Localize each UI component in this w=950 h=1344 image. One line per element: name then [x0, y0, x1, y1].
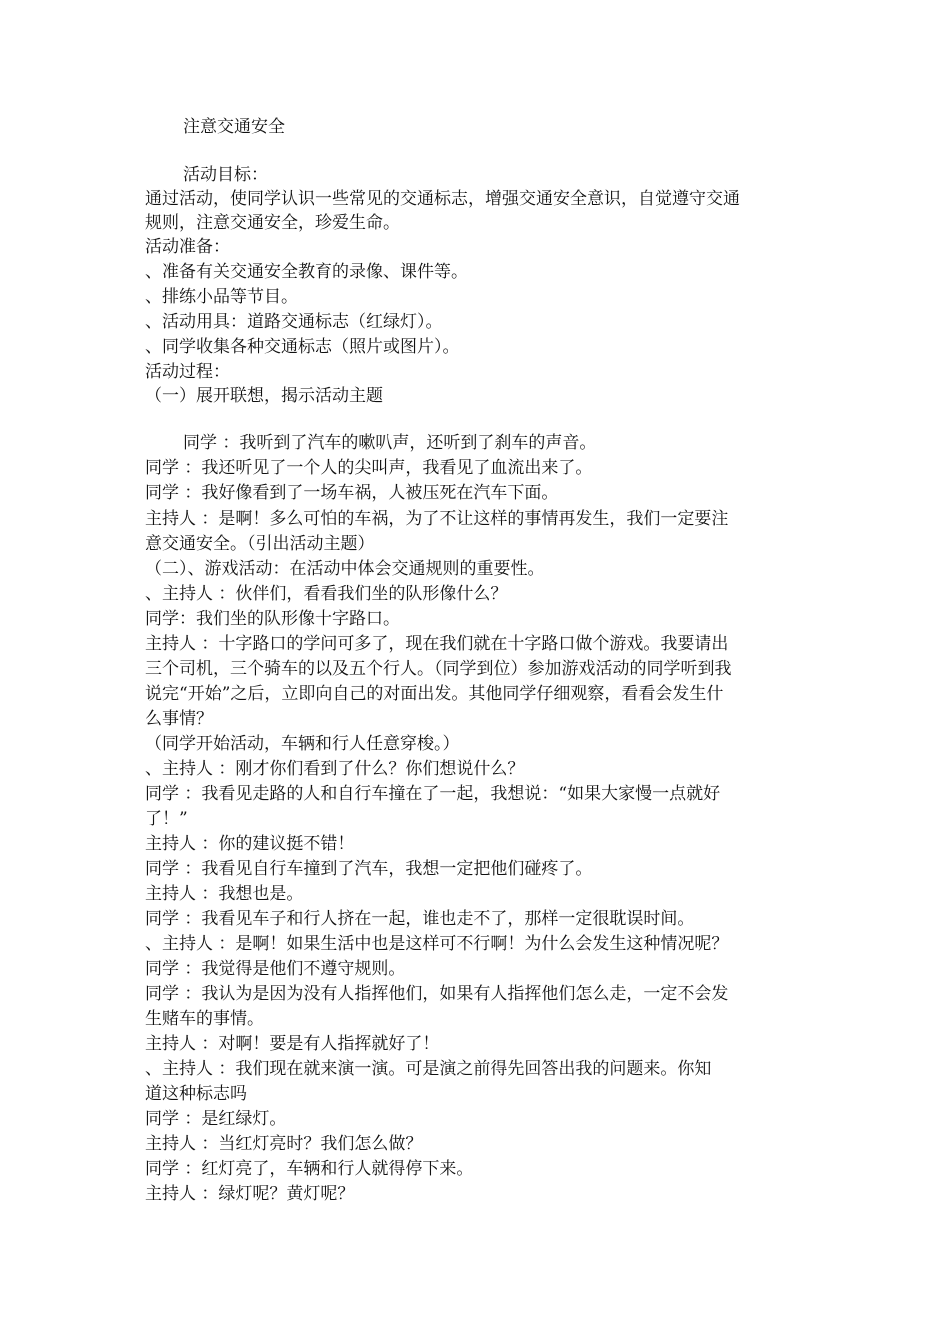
text-line: 主持人 ：你的建议挺不错！ [145, 834, 355, 854]
text-line: 活动目标： [183, 165, 268, 185]
text-line: 同学 ：我觉得是他们不遵守规则。 [145, 959, 406, 979]
text-line: 、排练小品等节目。 [145, 287, 298, 307]
text-line: 主持人 ：对啊！要是有人指挥就好了！ [145, 1034, 440, 1054]
text-line: 活动准备： [145, 237, 230, 257]
text-line: 、主持人 ：我们现在就来演一演。可是演之前得先回答出我的问题来。你知 [145, 1059, 712, 1079]
text-line: 同学 ：我好像看到了一场车祸，人被压死在汽车下面。 [145, 483, 559, 503]
text-line: （同学开始活动，车辆和行人任意穿梭。） [145, 734, 460, 754]
text-line: 同学 ：我看见车子和行人挤在一起，谁也走不了，那样一定很耽误时间。 [145, 909, 695, 929]
text-line: 说完“开始”之后，立即向自己的对面出发。其他同学仔细观察，看看会发生什 [145, 684, 724, 704]
text-line: 同学 ：是红绿灯。 [145, 1109, 287, 1129]
text-line: 主持人 ：绿灯呢？黄灯呢？ [145, 1184, 355, 1204]
text-line: 意交通安全。（引出活动主题） [145, 534, 375, 554]
text-line: 同学：我们坐的队形像十字路口。 [145, 609, 400, 629]
text-line: 主持人 ：当红灯亮时？我们怎么做？ [145, 1134, 423, 1154]
text-line: 么事情？ [145, 709, 213, 729]
text-line: 、主持人 ：伙伴们，看看我们坐的队形像什么？ [145, 584, 508, 604]
document-title: 注意交通安全 [183, 117, 285, 137]
text-line: 生赌车的事情。 [145, 1009, 264, 1029]
text-line: 同学 ：我看见走路的人和自行车撞在了一起，我想说：“如果大家慢一点就好 [145, 784, 721, 804]
text-line: 主持人 ：十字路口的学问可多了，现在我们就在十字路口做个游戏。我要请出 [145, 634, 729, 654]
text-line: 了！” [145, 809, 188, 829]
text-line: 规则，注意交通安全，珍爱生命。 [145, 213, 400, 233]
section-heading: （二）、游戏活动：在活动中体会交通规则的重要性。 [145, 559, 545, 579]
text-line: 同学 ：红灯亮了，车辆和行人就得停下来。 [145, 1159, 474, 1179]
text-line: 、准备有关交通安全教育的录像、课件等。 [145, 262, 468, 282]
text-line: 同学 ：我还听见了一个人的尖叫声，我看见了血流出来了。 [145, 458, 593, 478]
text-line: 、主持人 ：是啊！如果生活中也是这样可不行啊！为什么会发生这种情况呢？ [145, 934, 729, 954]
text-line: 活动过程： [145, 362, 230, 382]
text-line: 、主持人 ：刚才你们看到了什么？你们想说什么？ [145, 759, 525, 779]
text-line: 道这种标志吗 [145, 1084, 247, 1104]
text-line: 、同学收集各种交通标志（照片或图片）。 [145, 337, 460, 357]
text-line: 、活动用具：道路交通标志（红绿灯）。 [145, 312, 443, 332]
text-line: 同学 ：我听到了汽车的嗽叭声，还听到了刹车的声音。 [183, 433, 597, 453]
text-line: 主持人 ：是啊！多么可怕的车祸，为了不让这样的事情再发生，我们一定要注 [145, 509, 729, 529]
text-line: 三个司机，三个骑车的以及五个行人。（同学到位）参加游戏活动的同学听到我 [145, 659, 732, 679]
text-line: 同学 ：我看见自行车撞到了汽车，我想一定把他们碰疼了。 [145, 859, 593, 879]
section-heading: （一）展开联想，揭示活动主题 [145, 386, 383, 406]
text-line: 同学 ：我认为是因为没有人指挥他们，如果有人指挥他们怎么走，一定不会发 [145, 984, 729, 1004]
text-line: 通过活动，使同学认识一些常见的交通标志，增强交通安全意识，自觉遵守交通 [145, 189, 740, 209]
text-line: 主持人 ：我想也是。 [145, 884, 304, 904]
